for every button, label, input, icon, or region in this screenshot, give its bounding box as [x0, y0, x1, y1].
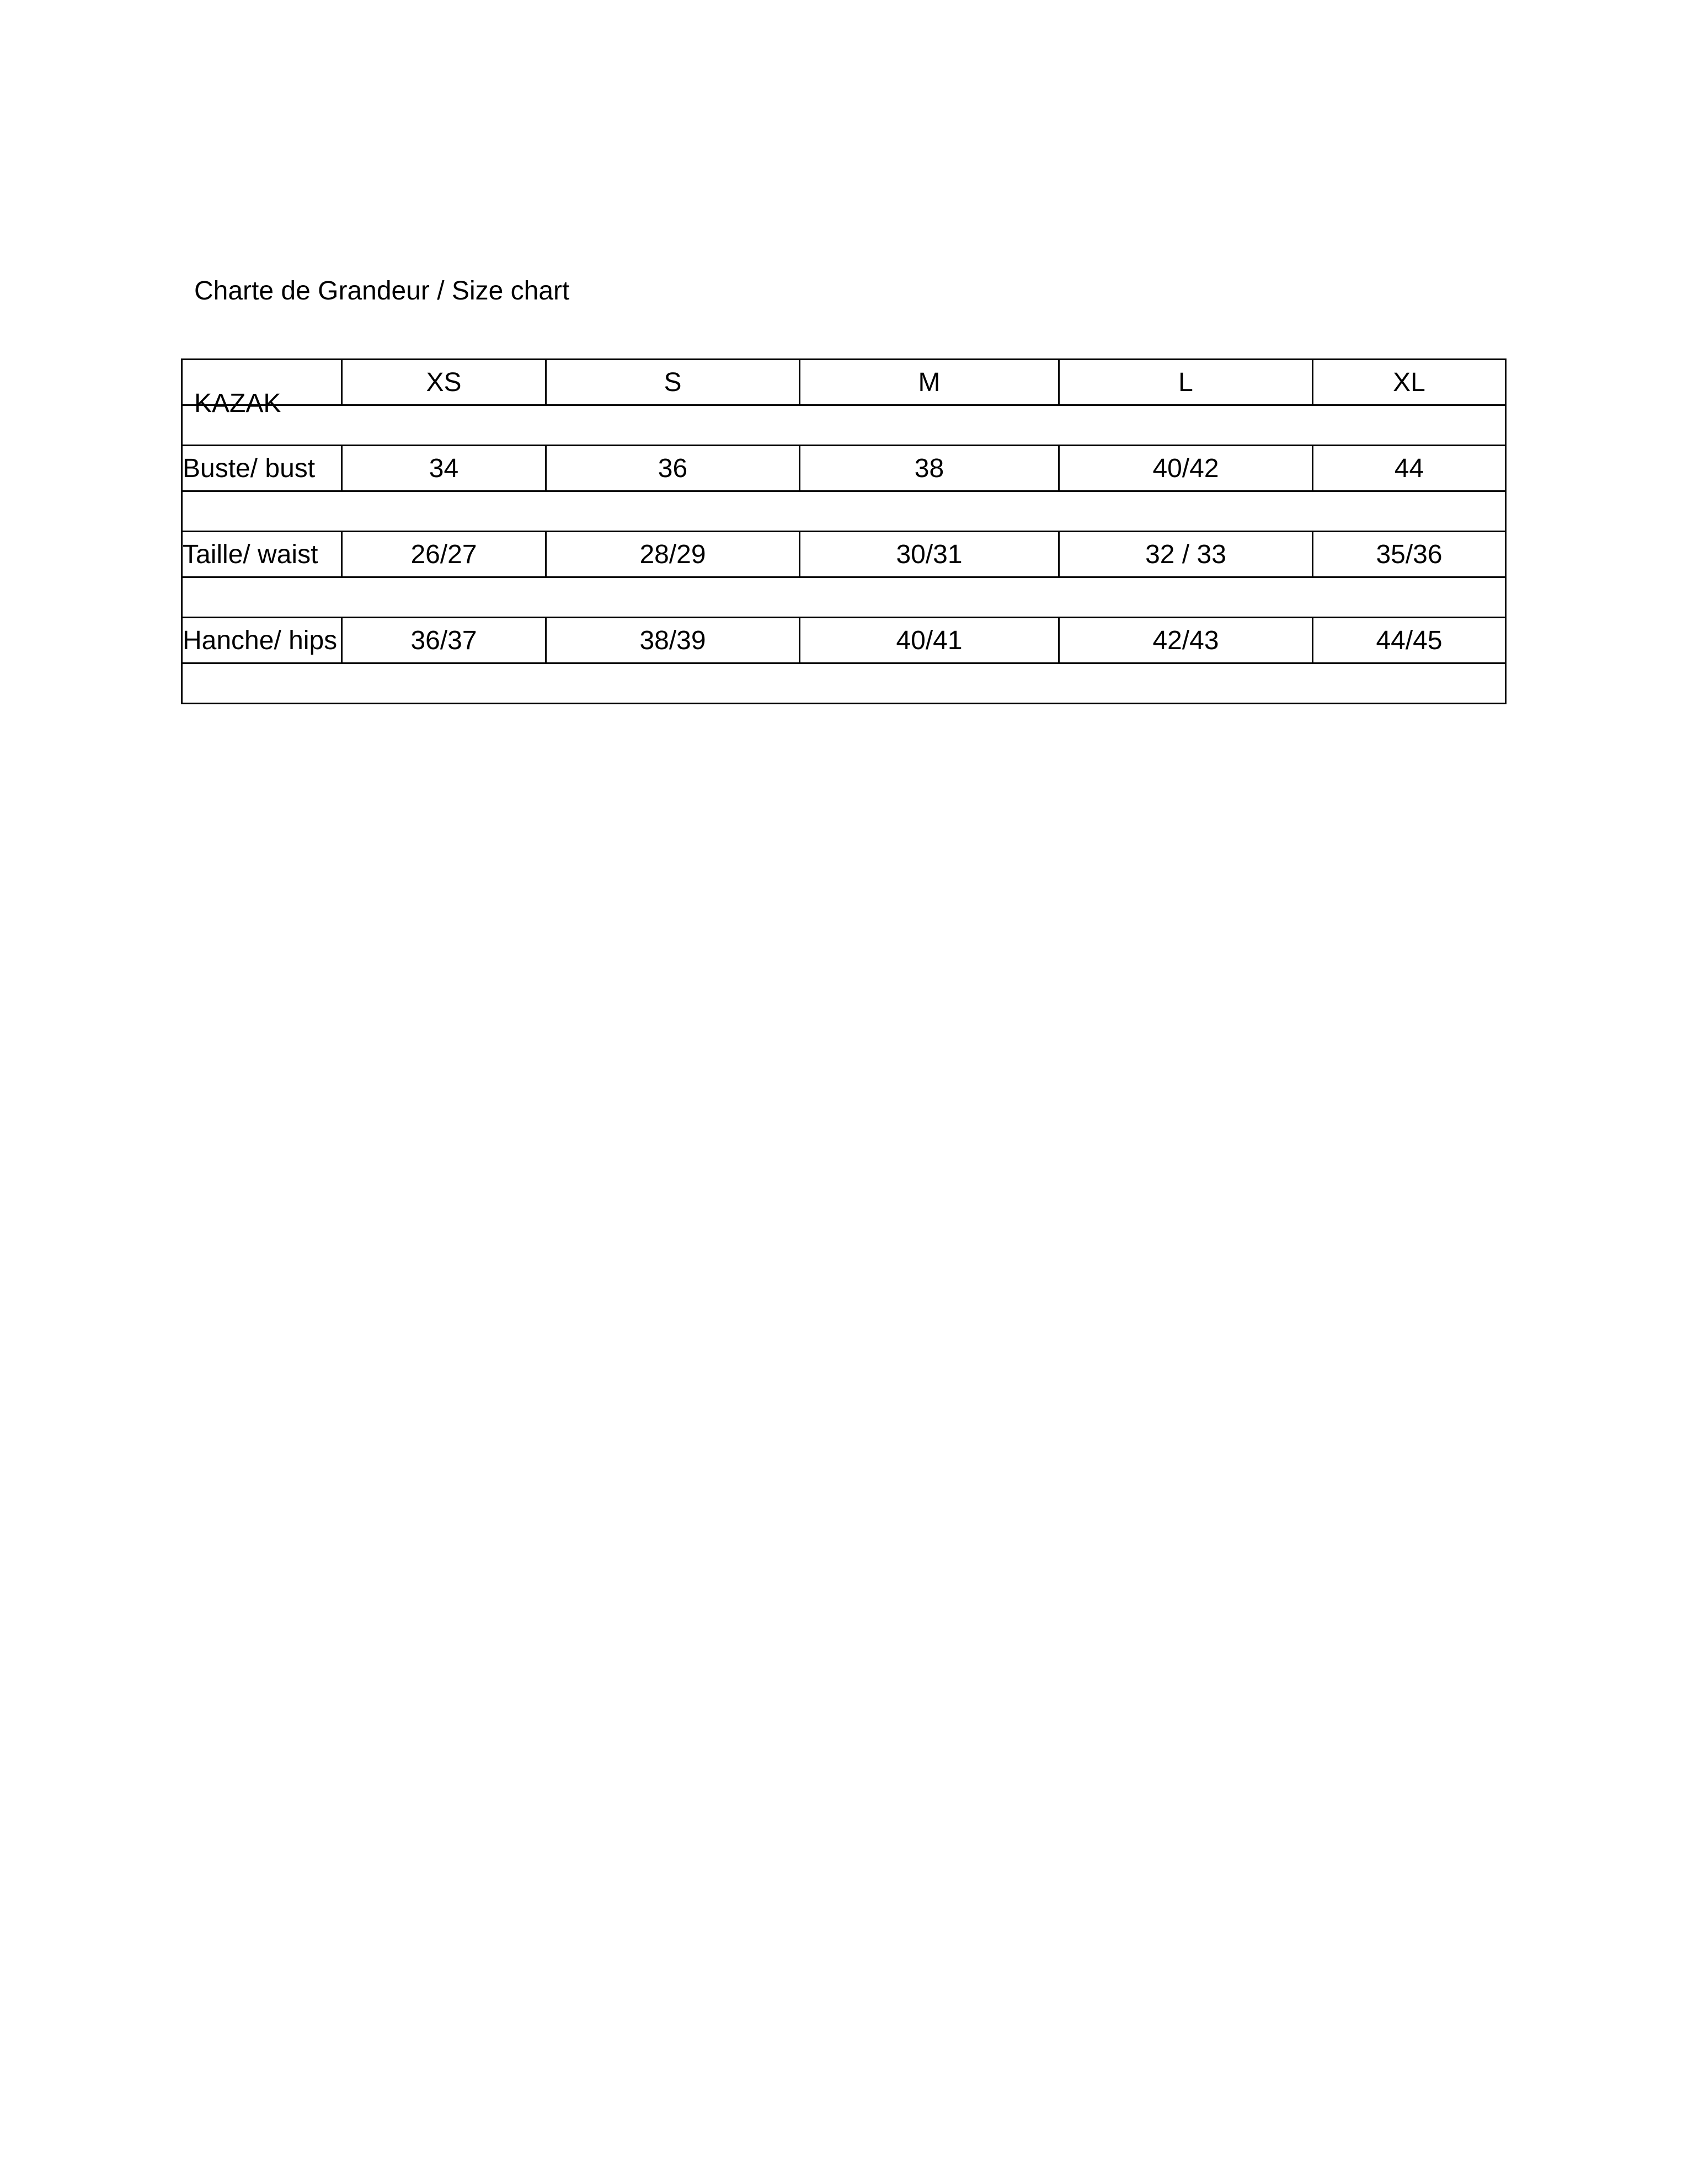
header-cell-m: M	[800, 360, 1059, 405]
header-cell-xl: XL	[1313, 360, 1506, 405]
size-chart-container	[181, 358, 1505, 704]
cell-waist-m: 30/31	[800, 532, 1059, 577]
page-title-line-1: Charte de Grandeur / Size chart	[194, 276, 570, 306]
table-row	[182, 618, 1506, 663]
spacer-cell	[182, 663, 1506, 704]
header-cell-s: S	[546, 360, 800, 405]
header-cell-l: L	[1059, 360, 1313, 405]
row-label-bust: Buste/ bust	[182, 446, 342, 491]
cell-hips-l: 42/43	[1059, 618, 1313, 663]
cell-waist-l: 32 / 33	[1059, 532, 1313, 577]
spacer-cell	[182, 491, 1506, 532]
table-row	[182, 532, 1506, 577]
table-spacer-row	[182, 491, 1506, 532]
cell-waist-xs: 26/27	[342, 532, 546, 577]
table-spacer-row	[182, 405, 1506, 446]
header-cell-xs: XS	[342, 360, 546, 405]
cell-bust-xl: 44	[1313, 446, 1506, 491]
cell-bust-m: 38	[800, 446, 1059, 491]
page-title-line-2: KAZAK	[194, 389, 281, 418]
cell-waist-s: 28/29	[546, 532, 800, 577]
cell-bust-s: 36	[546, 446, 800, 491]
table-spacer-row	[182, 663, 1506, 704]
table-header-row	[182, 360, 1506, 405]
cell-bust-l: 40/42	[1059, 446, 1313, 491]
row-label-hips: Hanche/ hips	[182, 618, 342, 663]
cell-waist-xl: 35/36	[1313, 532, 1506, 577]
cell-bust-xs: 34	[342, 446, 546, 491]
spacer-cell	[182, 577, 1506, 618]
spacer-cell	[182, 405, 1506, 446]
row-label-waist: Taille/ waist	[182, 532, 342, 577]
size-chart-table	[181, 358, 1507, 704]
cell-hips-m: 40/41	[800, 618, 1059, 663]
cell-hips-xs: 36/37	[342, 618, 546, 663]
cell-hips-s: 38/39	[546, 618, 800, 663]
table-spacer-row	[182, 577, 1506, 618]
header-cell-blank	[182, 360, 342, 405]
table-row	[182, 446, 1506, 491]
cell-hips-xl: 44/45	[1313, 618, 1506, 663]
